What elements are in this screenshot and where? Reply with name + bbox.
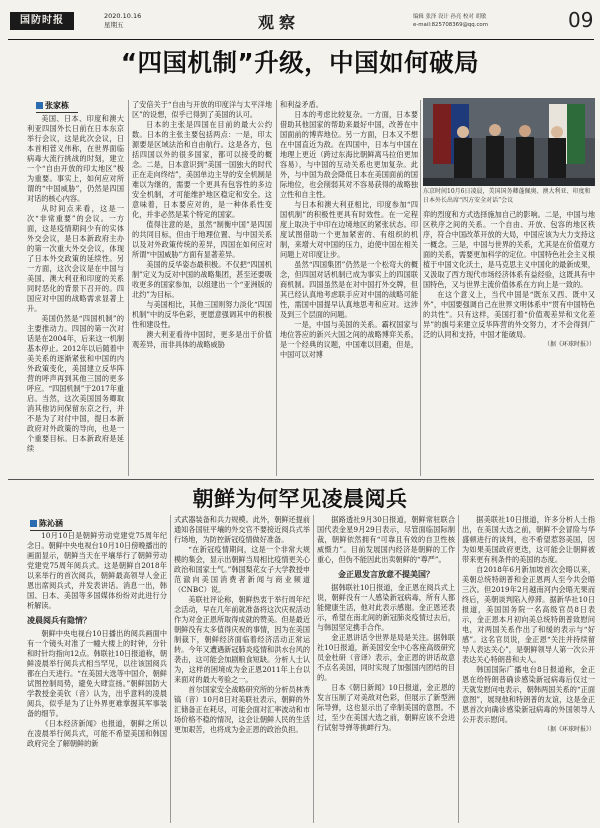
article1-credit: （据《环球时报》） [543,341,595,348]
section-title: 观察 [258,13,301,32]
paragraph: 与日本和澳大利亚相比，印度参加“四国机制”的积极性更具有时效性。在一定程度上取决于中印在边境地区的紧张状态。印度试图借助一个更加紧密的、有组织的机制，来增大对中国的压力，迫使中国在相关问题上对印度让步。 [280,200,418,259]
issue-date: 2020.10.16 [104,12,142,20]
editor-names: 编辑 张泽 设计 孙亮 校对 胡敏 [413,14,487,20]
paragraph: 朝鲜中央电视台10日播出的阅兵画面中有一个镜头对准了一幢大楼上的时钟，分针和时针均指向12点。韩联社10日报道称，朝鲜凌晨举行阅兵式相当罕见，以往该国阅兵都在白天进行。“在美国大选等中国介，朝鲜试图控制局势，避免大肆宣扬。”朝鲜国防大学教授金美钦（音）认为，出乎意料的凌晨阅兵，似乎是为了让外界更难掌握其军事装备的细节。 [27,629,167,718]
column-divider [128,100,129,476]
byline-underline [36,112,78,113]
article2-column-1 [27,531,167,825]
paragraph: 金正恩讲话令世界是局是关注。据韩联社10日报道，新美国安全中心客座高级研究员金杜研（音译）表示，金正恩的讲话故意不点名美国，同时实现了加强国内团结的目的。 [317,633,455,682]
article1-author: 张家栋 [45,101,69,110]
paragraph: 美国、日本、印度和澳大利亚四国外长日前在日本东京举行会议，这是此次会议，日本首相菅义伟称，在世界面临病毒大流行挑战的时刻，建立一个“自由开放的印太地区”极为重要。事实上，如何应对所谓的“中国威胁”，仍然是四国对话的核心内容。 [27,114,124,203]
article2-author: 陈沁涵 [39,519,63,528]
byline-marker-icon [30,520,37,527]
article1-photo [423,98,595,186]
paragraph: 美国仍然是“四国机制”的主要推动力。四国的第一次对话是在2004年，后来这一机制基本停止。2012年以后随着中美关系的逐渐紧张和中国的内外政策变化，美国建立反华阵营的呼声再到其他三国的更多呼应。“四国机制”于2017年重启。当然，这次美国国务卿取消其他访问保留东京之行，并不是为了对付中国，提日本新政府对外政策的导向，也是一个重要目标。日本新政府是延续 [27,314,124,453]
page-header [8,6,594,40]
column-divider [276,100,277,476]
issue-weekday: 星期五 [104,21,124,29]
article2-headline: 朝鲜为何罕见凌晨阅兵 [192,487,408,511]
paragraph: 韩国国际广播电台8日报道称，金正恩在给特朗普确诊感染新冠病毒后仅过一天就发慰问电表示，朝韩两国关系的“正面意图”，展现他和特朗普的友谊，这是金正恩首次向确诊感染新冠病毒的外国领导人公开表示慰问。 [462,665,595,724]
paragraph: 首尔国家安全战略研究所的分析员林秀镐（音）10月8日对美联社表示，朝鲜的外汇储备正在耗尽，可能会面对汇率波动和市场价格不稳的情况，这会让朝鲜人民的生活更加艰苦，也将成为金正恩的政治负担。 [174,685,310,734]
page-number: 09 [568,8,594,32]
paragraph: 据路透社9月30日报道，朝鲜常驻联合国代表金星9月29日表示，尽管面临国际制裁，朝鲜依然拥有“可靠且有效的自卫性核威慑力”。目前发展国内经济是朝鲜的工作重心，但伪不能因此出卖朝鲜的“尊严”。 [317,515,455,564]
paragraph: 日本《朝日新闻》10日报道，金正恩的发言压制了对美敌对色彩，但展示了新型洲际导弹，这也显示出了牵制美国的意图。不过，至少在美国大选之前，朝鲜应该不会进行试射导弹等挑衅行为。 [317,683,455,732]
paragraph: 日本的主张是四国在目前的最大公约数。日本的主张主要包括两点：一是，印太源要是区域法治和自由航行。这是各方，包括四国以外的很多国家，都可以接受的概念。二是，日本意识到“美国一国独大的时代正在走向终结”，美国单边主导的安全机制是难以为继的，需要一个更具有包容性的多边安全机制，才可能维护地区稳定和安全。这意味着，日本要应对的，是一种体系性变化，并非必然是某个特定的国家。 [132,120,272,219]
paragraph: 据韩联社10日报道，金正恩在阅兵式上说，朝鲜没有一人感染新冠病毒，所有人都能健康生活，他对此表示感谢。金正恩还表示，希望在南北间的新冠肺炎疫情过去后，与韩国坚定携手合作。 [317,583,455,632]
paragraph: 《日本经济新闻》也报道，朝鲜之所以在凌晨举行阅兵式，可能不希望美国和韩国政府完全了解朝鲜的新 [27,719,167,748]
article2-subheading-2: 金正恩发言放意不提美国？ [338,570,434,579]
paragraph: 与美国相比，其他三国则努力淡化“四国机制”中的反华色彩，更愿意强调其中的积极性和建设性。 [132,300,272,329]
paragraph: 美国的反华姿态最积极。不仅把“四国机制”定义为反对中国的战略集团，甚至还要吸收更多的国家参加，以组建出一个“亚洲版的北约”为目标。 [132,260,272,299]
article1-byline [36,100,78,113]
article2-credit: （据《环球时报》） [543,726,595,733]
paragraph: 在这个意义上，当代中国是“既东又西、既中又外”，中国要强调自己在世界文明体系中“贯有中国特色的共性”。只有这样，美国打着“价值观差异和文化差异”的旗号来建立反华阵营的外交努力，才不会得到广泛的认同和支持，中国才能破局。 [423,290,595,339]
paragraph: 从时间点来看，这是一次“非常重要”的会议。一方面，这是疫情期间少有的实体外交会议，是日本新政府主办的第一次重大外交会议，体现了日本外交政策的延续性。另一方面，这次会议是在中国与美国、澳大利亚和印度的关系同时恶化的背景下召开的。四国应对中国的战略需求显著上升。 [27,204,124,313]
paragraph: “在新冠疫情期间，这是一个非常大规模的集会，显示出朝鲜当局相比疫情更关心政治和国家士气。”韩国梨花女子大学教授申范澈向美国消费者新闻与商业频道（CNBC）说。 [174,545,310,594]
article1-photo-caption: 东京时间10月6日凌晨，美国国务卿蓬佩奥、澳大利亚、印度和日本外长出席“四方安全对话”会议 [423,188,591,204]
meeting-photo-illustration [423,98,595,186]
article2-column-3 [317,515,455,825]
paragraph: 据美联社10日报道，许多分析人士指出，在美国大选之前，朝鲜不会冒险与华盛顿进行的谈判，也不希望惹怒美国，因为如果美国政府更迭，这可能会让朝鲜被带来更有利条件的美国的态度。 [462,515,595,564]
article1-column-4 [423,210,595,478]
article1-column-1 [27,114,124,478]
editor-credits [413,13,488,29]
paragraph: 美联社评论称，朝鲜热衷于举行周年纪念活动，早在几年前就准备将这次庆祝活动作为对金正恩所取得成就的赞美。但是最近朝鲜没有太多值得庆祝的事情，因为在美国制裁下，朝鲜经济面临着经济活动正常运转。今年又遭遇新冠肺炎疫情和洪水台风的袭击，这可能会加剧粮食短缺。分析人士认为，这样的困境成为金正恩2011年上台以来面对的最大考验之一。 [174,595,310,684]
issue-date-block [104,12,141,30]
article2-column-4 [462,515,595,825]
paragraph: 了安倍关于“自由与开放的印度洋与太平洋地区”的设想，似乎已得到了美国的认可。 [132,100,272,119]
paragraph: 自2018年6月新加坡首次会晤以来，美朝总统特朗普和金正恩两人至今共会晤三次。但2019年2月越南河内会晤无果而终后，美朝谈判陷入停滞。据新华社10日报道，美国国务院一名高级官员8日表示，金正恩本月初向美总统特朗普致慰问电，对两国关系作出了和缓的表示与“好感”。这名官员说，金正恩“关注并持续留导人表达关心”，是朝鲜领导人第一次公开表达关心特朗普和夫人。 [462,565,595,664]
article2-column-2 [174,515,310,825]
paragraph: 式武器装备和兵力规模。此外，朝鲜还提前通知各国驻平壤的外交官不要接近阅兵式举行场地，为防控新冠疫情做好准备。 [174,515,310,544]
article2-byline [30,518,72,531]
paragraph: 日本的考虑比较复杂。一方面，日本要借助其他国家的帮助来最好中国，改善在中国面前的博弈地位。另一方面，日本又不想在中国直近为敌。在四国中，日本与中国在地理上更近（跨过东海比朝鲜离马拉伯更加容易），与中国的互动关系也更加复杂。此外，与中国为敌会降低日本在美国面前的国际地位，也会削弱其对不容易获得的战略独立性和自主性。 [280,110,418,199]
article2-subheading-1: 凌晨阅兵有隐情？ [27,616,91,625]
masthead-logo: 国防时报 [10,12,74,30]
article1-column-2 [132,100,272,478]
article-separator [8,479,594,480]
column-divider [420,100,421,476]
paragraph: 虽然“四国集团”仍然是一个松弯大的概念，但四国对话机制已成为事实上的四国联商机制。四国虽然是在对中国打外交牌，但其已经认真地考虑联手应对中国的战略可能性，需国中国提早认真地思考和应对。这涉及到三个层面的问题。 [280,260,418,319]
paragraph: 弈的烈度和方式选择施加自己的影响。二是，中国与地区秩序之间的关系。一个自由、开放、包容的地区秩序，符合中国改革开放的大局，中国应该为大力支持这一概念。三是，中国与世界的关系，尤其是在价值观方面的关系，需要更加科学的定位。中国特色社会主义根植于中国文化沃土，是马克思主义中国化的最新成果，又汲取了西方现代市场经济体系有益经验，这既具有中国特色，又与世界主流价值体系在方向上是一致的。 [423,210,595,289]
paragraph: 和利益矛盾。 [280,100,323,109]
byline-marker-icon [36,102,43,109]
column-divider [313,515,314,823]
paragraph: 一是，中国与美国的关系。霸权国家与地位答应的新兴大国之间的战略博弈关系，是一个经典的议题，中国难以回避，但是，中国可以对博 [280,320,418,359]
column-divider [170,515,171,823]
paragraph: 澳大利亚看待中国时，更多是出于价值观差异，而非具体的战略威胁 [132,330,272,349]
article1-column-3 [280,100,418,478]
column-divider [458,515,459,823]
paragraph: 值得注意的是，虽然“制衡中国”是四国的共同目标，但由于地理位置、与中国关系以及对外政策传统的差异，四国在如何应对所谓“中国威胁”方面有显著差异。 [132,220,272,259]
paragraph: 10月10日是朝鲜劳动党建党75周年纪念日。朝鲜中央电视台10月10日傍晚播出的画面显示，朝鲜当天在平壤举行了朝鲜劳动党建党75周年阅兵式。这是朝鲜自2018年以来举行的首次阅兵，朝鲜最高领导人金正恩出席阅兵式，并发表讲话。消息一出，韩国、日本、美国等多国媒体纷纷对此进行分析解读。 [27,531,167,610]
article1-headline: “四国机制”升级，中国如何破局 [120,48,480,77]
editor-email: e-mail:825708369@qq.com [413,22,488,28]
